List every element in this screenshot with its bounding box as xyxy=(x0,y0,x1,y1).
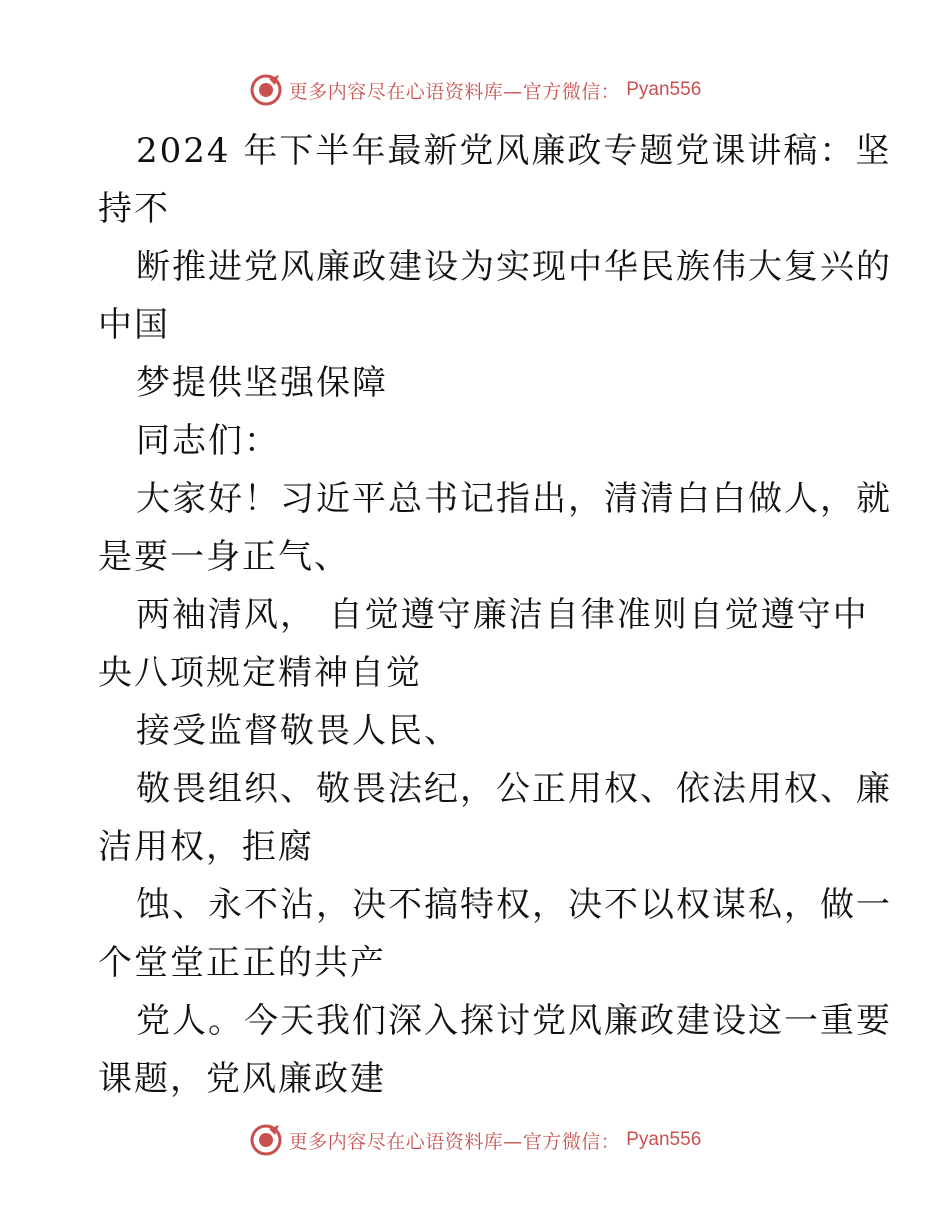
text-line: 洁用权，拒腐 xyxy=(98,827,314,867)
watermark-account: Pyan556 xyxy=(626,1129,702,1150)
text-line: 梦提供坚强保障 xyxy=(136,363,388,403)
text-line: 党人。今天我们深入探讨党风廉政建设这一重要 xyxy=(136,1001,892,1041)
header-watermark xyxy=(0,70,950,110)
text-line: 接受监督敬畏人民、 xyxy=(136,711,460,751)
watermark-text: 更多内容尽在心语资料库—官方微信： xyxy=(288,80,621,103)
footer-watermark xyxy=(0,1120,950,1160)
document-body xyxy=(98,122,892,1108)
watermark-account: Pyan556 xyxy=(626,79,702,100)
text-line: 个堂堂正正的共产 xyxy=(98,943,386,983)
text-line: 2024 年下半年最新党风廉政专题党课讲稿：坚 xyxy=(136,131,892,171)
text-line: 敬畏组织、敬畏法纪，公正用权、依法用权、廉 xyxy=(136,769,892,809)
text-line: 是要一身正气、 xyxy=(98,537,350,577)
brand-logo-icon xyxy=(249,1123,283,1157)
text-line: 同志们： xyxy=(136,421,280,461)
text-line: 持不 xyxy=(98,189,170,229)
text-line: 课题，党风廉政建 xyxy=(98,1059,386,1099)
text-line: 中国 xyxy=(98,305,170,345)
brand-logo-icon xyxy=(249,73,283,107)
text-line: 两袖清风， 自觉遵守廉洁自律准则自觉遵守中 xyxy=(136,595,869,635)
watermark-text: 更多内容尽在心语资料库—官方微信： xyxy=(288,1130,621,1153)
text-line: 大家好！习近平总书记指出，清清白白做人，就 xyxy=(136,479,892,519)
text-line: 央八项规定精神自觉 xyxy=(98,653,422,693)
text-line: 断推进党风廉政建设为实现中华民族伟大复兴的 xyxy=(136,247,892,287)
text-line: 蚀、永不沾，决不搞特权，决不以权谋私，做一 xyxy=(136,885,892,925)
